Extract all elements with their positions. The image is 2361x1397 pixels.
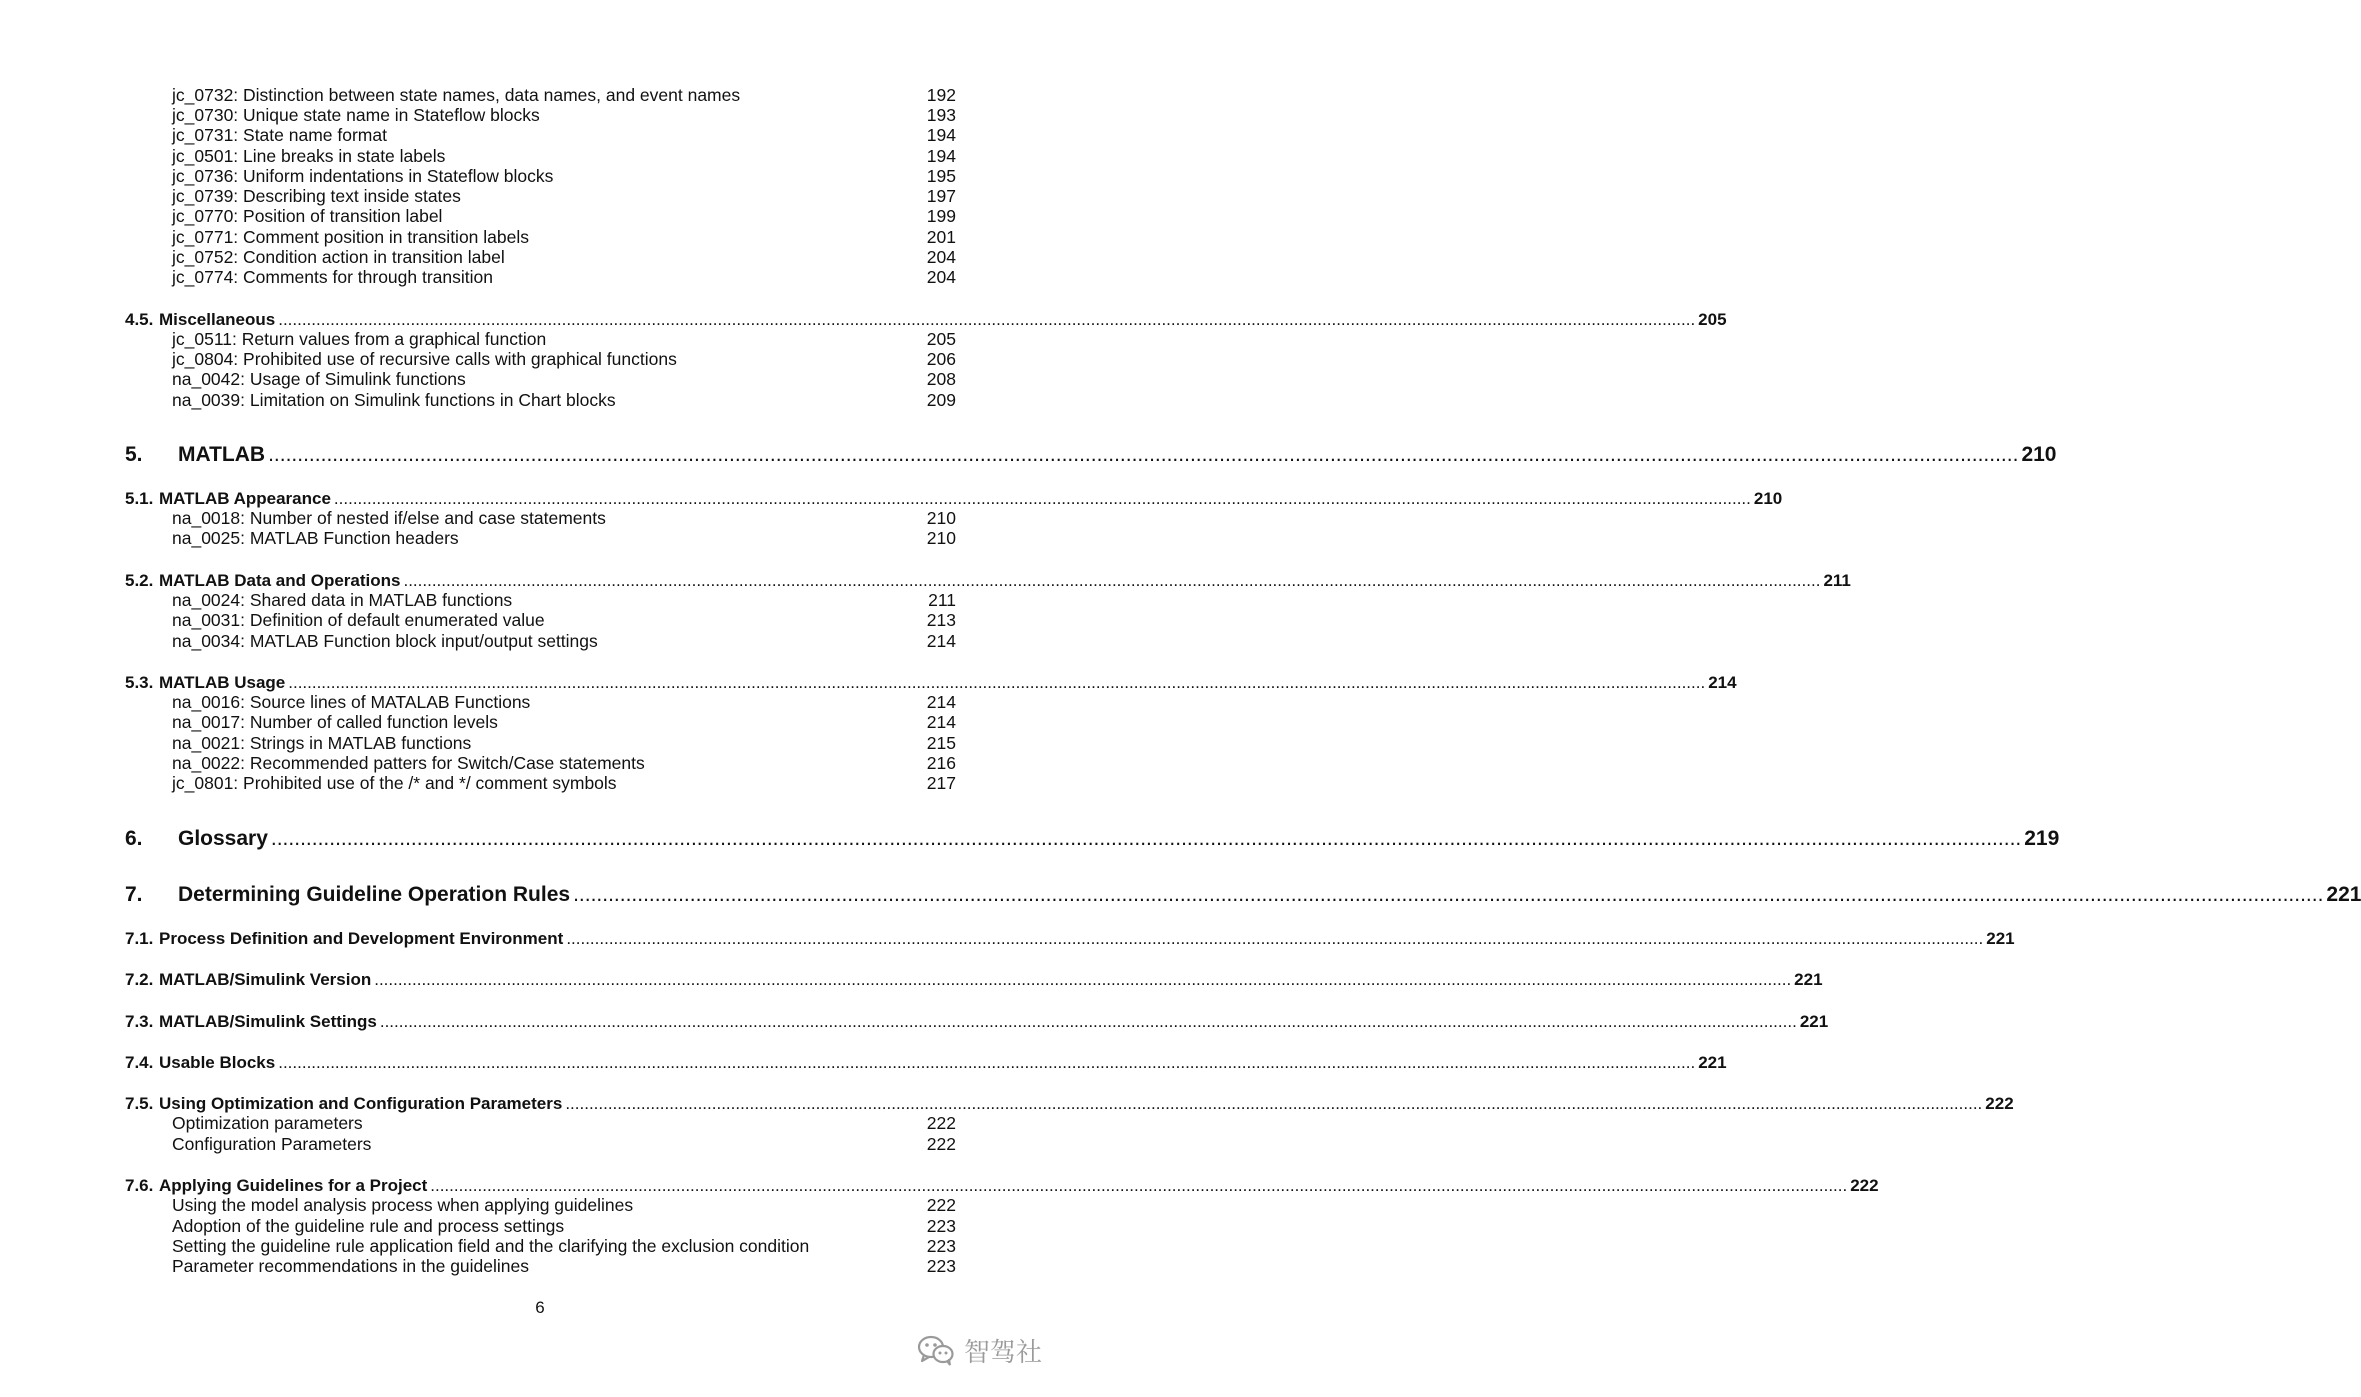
- toc-entry[interactable]: [172, 392, 956, 410]
- dot-leader: ............................................................................................................................................................................................................................................................................................................: [278, 1053, 1696, 1072]
- toc-entry-page: 211: [928, 590, 956, 610]
- section-title: Process Definition and Development Environment: [159, 929, 564, 948]
- toc-entry[interactable]: [172, 208, 956, 226]
- toc-entry-page: 223: [926, 1236, 956, 1256]
- toc-entry[interactable]: [172, 694, 956, 712]
- dot-leader: ............................................................................................................................................................................................................................................................................................................: [430, 1176, 1848, 1195]
- dot-leader: ............................................................................................................................................................................................................................................................................................................: [278, 310, 1696, 329]
- toc-entry-label: Optimization parameters: [172, 1113, 363, 1133]
- section-page: 205: [1698, 310, 1727, 329]
- toc-entry[interactable]: [172, 148, 956, 166]
- toc-entry-page: 214: [926, 692, 956, 712]
- toc-entry-label: jc_0736: Uniform indentations in Stateflow blocks: [172, 166, 554, 186]
- chapter-page: 210: [2021, 443, 2057, 466]
- toc-entry-page: 222: [926, 1134, 956, 1154]
- chapter-number: 6.: [125, 827, 143, 850]
- section-title: Using Optimization and Configuration Parameters: [159, 1094, 563, 1113]
- section-number: 4.5.: [125, 310, 154, 329]
- toc-section-7-3[interactable]: [125, 1012, 1829, 1031]
- toc-entry-page: 197: [926, 186, 956, 206]
- toc-entry[interactable]: [172, 510, 956, 528]
- chapter-page: 221: [2326, 883, 2361, 906]
- dot-leader: ............................................................................................................................................................................................................................................................................................................: [333, 489, 1751, 508]
- section-title: MATLAB/Simulink Version: [159, 970, 372, 989]
- toc-entry-page: 213: [926, 610, 956, 630]
- toc-entry-page: 214: [926, 631, 956, 651]
- dot-leader: ............................................................................................................................................................................................................................................................................................................: [565, 1094, 1983, 1113]
- chapter-page: 219: [2024, 827, 2060, 850]
- toc-entry-label: na_0034: MATLAB Function block input/output settings: [172, 631, 598, 651]
- toc-entry-label: na_0025: MATLAB Function headers: [172, 528, 459, 548]
- toc-section-5-3[interactable]: [125, 673, 1737, 692]
- section-page: 222: [1850, 1176, 1879, 1195]
- toc-section-7-2[interactable]: [125, 970, 1823, 989]
- section-title: Miscellaneous: [159, 310, 276, 329]
- section-number: 5.2.: [125, 571, 154, 590]
- toc-entry[interactable]: [172, 269, 956, 287]
- section-page: 222: [1985, 1094, 2014, 1113]
- toc-entry[interactable]: [172, 331, 956, 349]
- toc-entry[interactable]: [172, 735, 956, 753]
- dot-leader: ............................................................................................................................................................................................................................................................................................................: [374, 970, 1792, 989]
- toc-entry[interactable]: [172, 188, 956, 206]
- toc-entry-label: na_0017: Number of called function levels: [172, 712, 498, 732]
- toc-section-7-1[interactable]: [125, 929, 2015, 948]
- toc-entry-label: jc_0730: Unique state name in Stateflow blocks: [172, 105, 540, 125]
- section-number: 5.3.: [125, 673, 154, 692]
- toc-entry[interactable]: [172, 714, 956, 732]
- dot-leader: ............................................................................................................................................................................................................................................................................................................: [379, 1012, 1797, 1031]
- toc-entry-page: 217: [926, 773, 956, 793]
- toc-entry-label: jc_0774: Comments for through transition: [172, 267, 493, 287]
- toc-entry-label: na_0042: Usage of Simulink functions: [172, 369, 466, 389]
- section-page: 211: [1823, 571, 1851, 590]
- toc-entry-label: na_0031: Definition of default enumerated value: [172, 610, 545, 630]
- toc-entry[interactable]: [172, 229, 956, 247]
- toc-entry-label: na_0022: Recommended patters for Switch/Case statements: [172, 753, 645, 773]
- toc-entry-page: 223: [926, 1216, 956, 1236]
- toc-entry-page: 199: [926, 206, 956, 226]
- toc-entry[interactable]: [172, 1197, 956, 1215]
- toc-entry-page: 195: [926, 166, 956, 186]
- toc-chapter-7[interactable]: [125, 883, 2361, 906]
- toc-entry-page: 201: [926, 227, 956, 247]
- toc-entry-label: Parameter recommendations in the guidelines: [172, 1256, 529, 1276]
- section-title: MATLAB Appearance: [159, 489, 331, 508]
- toc-section-5-1[interactable]: [125, 489, 1783, 508]
- toc-entry[interactable]: [172, 168, 956, 186]
- toc-entry-page: 222: [926, 1113, 956, 1133]
- chapter-title: Determining Guideline Operation Rules: [178, 883, 571, 906]
- toc-entry-page: 205: [926, 329, 956, 349]
- toc-entry-label: na_0024: Shared data in MATLAB functions: [172, 590, 513, 610]
- chapter-title: Glossary: [178, 827, 268, 850]
- toc-entry[interactable]: [172, 592, 956, 610]
- toc-entry-page: 214: [926, 712, 956, 732]
- toc-entry[interactable]: [172, 612, 956, 630]
- toc-entry-label: jc_0731: State name format: [172, 125, 387, 145]
- watermark: [916, 1330, 1042, 1370]
- section-page: 221: [1794, 970, 1823, 989]
- dot-leader: ............................................................................................................................................................................................................................................................................................................: [270, 827, 2022, 850]
- toc-entry-label: na_0039: Limitation on Simulink functions in Chart blocks: [172, 390, 616, 410]
- dot-leader: ............................................................................................................................................................................................................................................................................................................: [403, 571, 1821, 590]
- section-number: 5.1.: [125, 489, 154, 508]
- toc-entry-page: 192: [926, 85, 956, 105]
- toc-entry[interactable]: [172, 87, 956, 105]
- toc-entry-label: Configuration Parameters: [172, 1134, 372, 1154]
- toc-entry-label: jc_0771: Comment position in transition labels: [172, 227, 529, 247]
- toc-entry-label: jc_0511: Return values from a graphical function: [172, 329, 547, 349]
- section-title: MATLAB Data and Operations: [159, 571, 401, 590]
- dot-leader: ............................................................................................................................................................................................................................................................................................................: [288, 673, 1706, 692]
- toc-entry-page: 210: [926, 528, 956, 548]
- section-page: 221: [1799, 1012, 1829, 1031]
- section-title: MATLAB/Simulink Settings: [159, 1012, 377, 1031]
- toc-chapter-6[interactable]: [125, 827, 2060, 850]
- section-title: MATLAB Usage: [159, 673, 286, 692]
- toc-entry-label: Using the model analysis process when applying guidelines: [172, 1195, 634, 1215]
- section-number: 7.3.: [125, 1012, 154, 1031]
- dot-leader: ............................................................................................................................................................................................................................................................................................................: [566, 929, 1984, 948]
- chapter-number: 5.: [125, 443, 143, 466]
- section-page: 214: [1708, 673, 1737, 692]
- toc-section-7-6[interactable]: [125, 1176, 1879, 1195]
- toc-entry-label: jc_0732: Distinction between state names, data names, and event names: [172, 85, 741, 105]
- toc-entry[interactable]: [172, 249, 956, 267]
- toc-entry-label: Adoption of the guideline rule and process settings: [172, 1216, 565, 1236]
- section-number: 7.4.: [125, 1053, 154, 1072]
- toc-entry-label: jc_0501: Line breaks in state labels: [172, 146, 446, 166]
- toc-entry-label: jc_0770: Position of transition label: [172, 206, 443, 226]
- dot-leader: ............................................................................................................................................................................................................................................................................................................: [573, 883, 2324, 906]
- toc-entry-page: 222: [926, 1195, 956, 1215]
- toc-entry-page: 206: [926, 349, 956, 369]
- toc-entry[interactable]: [172, 351, 956, 369]
- toc-entry[interactable]: [172, 1238, 956, 1256]
- toc-entry[interactable]: [172, 127, 956, 145]
- toc-entry-label: na_0016: Source lines of MATALAB Functions: [172, 692, 531, 712]
- page-number: 6: [535, 1298, 545, 1317]
- toc-entry[interactable]: [172, 1136, 956, 1154]
- toc-entry-label: jc_0801: Prohibited use of the /* and */ comment symbols: [172, 773, 617, 793]
- toc-section-7-4[interactable]: [125, 1053, 1727, 1072]
- toc-entry-label: jc_0739: Describing text inside states: [172, 186, 461, 206]
- section-title: Usable Blocks: [159, 1053, 276, 1072]
- watermark-text: 智驾社: [964, 1337, 1043, 1368]
- toc-entry[interactable]: [172, 633, 956, 651]
- toc-entry-page: 210: [926, 508, 956, 528]
- toc-entry-page: 204: [926, 267, 956, 287]
- toc-entry-label: jc_0752: Condition action in transition label: [172, 247, 505, 267]
- toc-entry-page: 194: [926, 125, 956, 145]
- section-number: 7.1.: [125, 929, 154, 948]
- section-number: 7.6.: [125, 1176, 154, 1195]
- section-page: 221: [1698, 1053, 1727, 1072]
- toc-entry-page: 223: [926, 1256, 956, 1276]
- toc-entry-page: 208: [926, 369, 956, 389]
- chapter-number: 7.: [125, 883, 143, 906]
- wechat-icon: [916, 1334, 956, 1366]
- toc-entry-page: 204: [926, 247, 956, 267]
- section-page: 221: [1986, 929, 2015, 948]
- toc-section-4-5[interactable]: [125, 310, 1727, 329]
- section-number: 7.5.: [125, 1094, 154, 1113]
- toc-entry-page: 216: [926, 753, 956, 773]
- toc-section-7-5[interactable]: [125, 1094, 2014, 1113]
- toc-entry-page: 193: [926, 105, 956, 125]
- chapter-title: MATLAB: [178, 443, 266, 466]
- section-title: Applying Guidelines for a Project: [159, 1176, 428, 1195]
- toc-entry-page: 215: [926, 733, 956, 753]
- toc-entry-page: 209: [926, 390, 956, 410]
- toc-entry[interactable]: [172, 107, 956, 125]
- toc-entry-label: Setting the guideline rule application field and the clarifying the exclusion condition: [172, 1236, 810, 1256]
- section-number: 7.2.: [125, 970, 154, 989]
- toc-entry[interactable]: [172, 775, 956, 793]
- toc-entry-label: na_0018: Number of nested if/else and case statements: [172, 508, 606, 528]
- toc-chapter-5[interactable]: [125, 443, 2057, 466]
- section-page: 210: [1753, 489, 1783, 508]
- toc-entry[interactable]: [172, 1115, 956, 1133]
- dot-leader: ............................................................................................................................................................................................................................................................................................................: [268, 443, 2019, 466]
- toc-entry[interactable]: [172, 1218, 956, 1236]
- toc-entry[interactable]: [172, 371, 956, 389]
- toc-entry[interactable]: [172, 755, 956, 773]
- toc-entry-label: na_0021: Strings in MATLAB functions: [172, 733, 472, 753]
- toc-entry-label: jc_0804: Prohibited use of recursive calls with graphical functions: [172, 349, 677, 369]
- toc-entry[interactable]: [172, 530, 956, 548]
- toc-entry-page: 194: [926, 146, 956, 166]
- toc-entry[interactable]: [172, 1258, 956, 1276]
- toc-section-5-2[interactable]: [125, 571, 1851, 590]
